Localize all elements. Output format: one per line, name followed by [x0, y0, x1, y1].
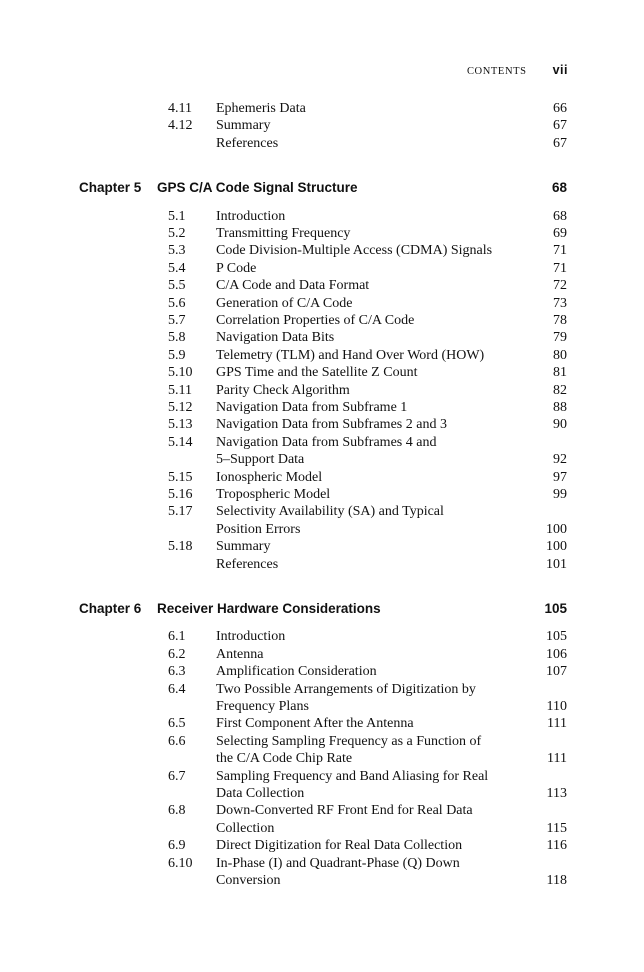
- section-number: 6.2: [168, 646, 186, 662]
- section-title: [216, 768, 536, 803]
- section-title-line: Telemetry (TLM) and Hand Over Word (HOW): [216, 347, 485, 363]
- section-title-line: Frequency Plans: [216, 699, 309, 714]
- toc-entry: [0, 399, 644, 416]
- section-title-line: C/A Code and Data Format: [216, 278, 370, 294]
- toc-entry: [0, 434, 644, 469]
- toc-entry: [0, 312, 644, 329]
- toc-entry: [0, 364, 644, 381]
- section-title-line: Two Possible Arrangements of Digitization by: [216, 681, 476, 697]
- section-title: [216, 382, 536, 399]
- toc-entry: [0, 486, 644, 503]
- section-title: [216, 135, 536, 152]
- running-head-title: CONTENTS: [466, 66, 527, 77]
- toc-entry: [0, 382, 644, 399]
- section-page-number: 79: [553, 330, 567, 346]
- section-number: 5.5: [168, 278, 186, 294]
- section-title-line: Navigation Data from Subframe 1: [216, 400, 408, 415]
- section-title: [216, 277, 536, 294]
- section-page-number: 90: [553, 417, 567, 433]
- toc-entry: [0, 277, 644, 294]
- toc-entry: [0, 768, 644, 803]
- section-title: [216, 556, 536, 573]
- section-title: [216, 663, 536, 680]
- section-title-line: GPS Time and the Satellite Z Count: [216, 365, 418, 381]
- toc-entry: [0, 469, 644, 486]
- toc-entry: [0, 681, 644, 716]
- chapter-title: GPS C/A Code Signal Structure: [157, 180, 358, 196]
- toc-entry: [0, 503, 644, 538]
- section-title-line: Code Division-Multiple Access (CDMA) Signals: [216, 243, 493, 259]
- section-page-number: 71: [553, 260, 567, 276]
- section-title: [216, 802, 536, 837]
- section-title-line: 5–Support Data: [216, 452, 305, 468]
- section-title-line: Selectivity Availability (SA) and Typical: [216, 504, 444, 520]
- section-title-line: Down-Converted RF Front End for Real Data: [216, 803, 473, 819]
- section-title-line: References: [216, 135, 279, 151]
- section-page-number: 118: [546, 872, 567, 888]
- toc-entry: [0, 715, 644, 732]
- section-page-number: 113: [546, 785, 567, 801]
- toc-entry: [0, 733, 644, 768]
- toc-entry: [0, 225, 644, 242]
- section-title-line: the C/A Code Chip Rate: [216, 751, 353, 767]
- toc-entry: [0, 663, 644, 680]
- section-page-number: 111: [547, 751, 567, 767]
- section-title-line: Transmitting Frequency: [216, 226, 351, 241]
- toc-entry: [0, 802, 644, 837]
- toc-entry: [0, 117, 644, 134]
- section-number: 6.4: [168, 681, 186, 697]
- section-number: 6.6: [168, 733, 186, 749]
- toc-entry: [0, 329, 644, 346]
- section-page-number: 105: [546, 629, 567, 645]
- section-number: 6.10: [168, 855, 193, 871]
- section-number: 5.1: [168, 208, 186, 224]
- section-title-line: Amplification Consideration: [216, 664, 377, 680]
- section-title: [216, 295, 536, 312]
- toc-entry: [0, 416, 644, 433]
- section-title: [216, 347, 536, 364]
- section-title-line: Navigation Data Bits: [216, 330, 335, 346]
- section-title: [216, 538, 536, 555]
- toc-entry: [0, 646, 644, 663]
- section-title: [216, 416, 536, 433]
- section-page-number: 72: [553, 278, 567, 294]
- chapter-label: Chapter 6: [79, 601, 142, 616]
- section-title-line: Navigation Data from Subframes 2 and 3: [216, 417, 447, 433]
- section-title: [216, 399, 536, 416]
- section-title-line: Data Collection: [216, 786, 305, 801]
- section-title: [216, 715, 536, 732]
- toc-entry: [0, 556, 644, 573]
- section-number: 5.14: [168, 434, 193, 450]
- chapter-title: Receiver Hardware Considerations: [157, 601, 381, 616]
- section-title: [216, 733, 536, 768]
- section-number: 6.7: [168, 768, 186, 784]
- section-title-line: Introduction: [216, 629, 286, 645]
- section-number: 4.12: [168, 118, 193, 134]
- section-page-number: 110: [546, 698, 567, 714]
- toc-entry: [0, 260, 644, 277]
- section-page-number: 88: [553, 400, 567, 415]
- section-page-number: 78: [553, 313, 567, 328]
- section-number: 5.15: [168, 469, 193, 485]
- section-number: 4.11: [168, 101, 192, 116]
- section-title: [216, 260, 536, 277]
- toc-entry: [0, 538, 644, 555]
- section-number: 5.4: [168, 260, 186, 276]
- section-title: [216, 469, 536, 486]
- section-number: 6.5: [168, 716, 186, 732]
- section-title-line: Tropospheric Model: [216, 487, 331, 502]
- section-number: 5.2: [168, 226, 186, 241]
- section-title-line: Ionospheric Model: [216, 469, 323, 485]
- section-page-number: 100: [546, 521, 567, 537]
- section-number: 5.6: [168, 295, 186, 311]
- section-title-line: Sampling Frequency and Band Aliasing for Real: [216, 768, 489, 784]
- chapter-page-number: 68: [551, 180, 567, 196]
- section-page-number: 69: [553, 226, 567, 241]
- chapter-page-number: 105: [544, 601, 567, 616]
- page-folio: vii: [552, 63, 568, 77]
- section-number: 5.10: [168, 365, 193, 381]
- section-page-number: 116: [546, 838, 567, 854]
- section-title: [216, 312, 536, 329]
- section-page-number: 67: [553, 118, 567, 134]
- section-number: 5.18: [168, 539, 193, 555]
- section-title-line: Conversion: [216, 873, 281, 888]
- section-title: [216, 681, 536, 716]
- section-title: [216, 364, 536, 381]
- section-page-number: 101: [546, 556, 567, 572]
- toc-entry: [0, 135, 644, 152]
- section-title-line: Summary: [216, 118, 271, 134]
- section-number: 5.17: [168, 504, 193, 520]
- section-number: 5.16: [168, 487, 193, 502]
- section-title: [216, 208, 536, 225]
- toc-entry: [0, 242, 644, 259]
- section-title-line: P Code: [216, 260, 257, 276]
- section-number: 5.3: [168, 243, 186, 259]
- section-number: 6.1: [168, 629, 186, 645]
- section-title: [216, 628, 536, 645]
- toc-entry: [0, 628, 644, 645]
- toc-entry: [0, 855, 644, 890]
- section-page-number: 80: [553, 347, 567, 363]
- section-title-line: Correlation Properties of C/A Code: [216, 313, 415, 328]
- section-page-number: 111: [547, 716, 567, 732]
- section-page-number: 107: [546, 664, 567, 680]
- section-title-line: First Component After the Antenna: [216, 716, 414, 732]
- section-title: [216, 242, 536, 259]
- section-page-number: 67: [553, 135, 567, 151]
- toc-entry: [0, 295, 644, 312]
- toc-entry: [0, 100, 644, 117]
- section-number: 5.12: [168, 400, 193, 415]
- section-page-number: 68: [553, 208, 567, 224]
- section-number: 6.9: [168, 838, 186, 854]
- chapter-label: Chapter 5: [79, 180, 142, 196]
- section-title: [216, 100, 536, 117]
- section-number: 6.8: [168, 803, 186, 819]
- section-page-number: 71: [553, 243, 567, 259]
- section-title-line: Parity Check Algorithm: [216, 382, 350, 398]
- section-title-line: References: [216, 556, 279, 572]
- section-number: 5.8: [168, 330, 186, 346]
- section-title: [216, 117, 536, 134]
- section-title: [216, 225, 536, 242]
- section-title-line: Summary: [216, 539, 271, 555]
- section-page-number: 82: [553, 382, 567, 398]
- section-number: 5.7: [168, 313, 186, 328]
- section-title-line: Selecting Sampling Frequency as a Function of: [216, 733, 482, 749]
- toc-entry: [0, 208, 644, 225]
- section-page-number: 92: [553, 452, 567, 468]
- section-title-line: Ephemeris Data: [216, 101, 306, 116]
- section-page-number: 115: [546, 820, 567, 836]
- section-title-line: Position Errors: [216, 521, 301, 537]
- section-title-line: Collection: [216, 820, 275, 836]
- section-page-number: 81: [553, 365, 567, 381]
- section-page-number: 66: [553, 101, 567, 116]
- section-page-number: 99: [553, 487, 567, 502]
- section-title: [216, 434, 536, 469]
- section-title: [216, 646, 536, 663]
- section-title: [216, 837, 536, 854]
- section-title: [216, 503, 536, 538]
- section-title-line: Antenna: [216, 646, 264, 662]
- section-title: [216, 486, 536, 503]
- section-page-number: 106: [546, 646, 567, 662]
- section-title: [216, 855, 536, 890]
- section-title: [216, 329, 536, 346]
- toc-entry: [0, 347, 644, 364]
- section-page-number: 73: [553, 295, 567, 311]
- section-page-number: 100: [546, 539, 567, 555]
- section-title-line: In-Phase (I) and Quadrant-Phase (Q) Down: [216, 855, 460, 871]
- section-number: 5.13: [168, 417, 193, 433]
- toc-entry: [0, 837, 644, 854]
- running-head: [467, 63, 568, 77]
- section-title-line: Generation of C/A Code: [216, 295, 353, 311]
- section-number: 6.3: [168, 664, 186, 680]
- section-title-line: Direct Digitization for Real Data Collection: [216, 838, 463, 854]
- section-title-line: Navigation Data from Subframes 4 and: [216, 434, 437, 450]
- section-number: 5.9: [168, 347, 186, 363]
- section-title-line: Introduction: [216, 208, 286, 224]
- section-number: 5.11: [168, 382, 192, 398]
- section-page-number: 97: [553, 469, 567, 485]
